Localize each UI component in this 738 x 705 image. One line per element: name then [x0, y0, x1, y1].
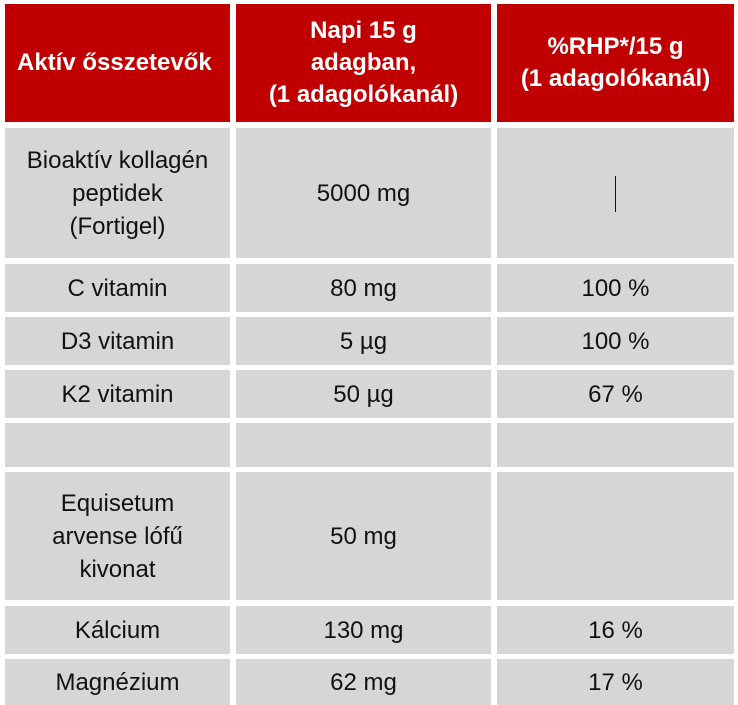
text-cursor — [615, 176, 616, 212]
table-row-ingredient: Equisetum arvense lófű kivonat — [5, 472, 230, 600]
table-row-amount: 5 µg — [236, 317, 491, 365]
table-row-amount: 50 µg — [236, 370, 491, 418]
table-row-amount: 50 mg — [236, 472, 491, 600]
table-row-rhp — [497, 423, 734, 467]
table-row-ingredient: D3 vitamin — [5, 317, 230, 365]
table-row-rhp: 100 % — [497, 264, 734, 312]
header-active-ingredients: Aktív ősszetevők — [5, 4, 230, 122]
table-row-amount: 5000 mg — [236, 128, 491, 258]
table-row-ingredient: Bioaktív kollagén peptidek (Fortigel) — [5, 128, 230, 258]
table-row-ingredient: Kálcium — [5, 606, 230, 654]
table-row-amount: 80 mg — [236, 264, 491, 312]
table-row-amount — [236, 423, 491, 467]
table-row-ingredient: C vitamin — [5, 264, 230, 312]
header-rhp: %RHP*/15 g (1 adagolókanál) — [497, 4, 734, 122]
table-row-rhp: 67 % — [497, 370, 734, 418]
table-row-amount: 130 mg — [236, 606, 491, 654]
table-row-amount: 62 mg — [236, 659, 491, 705]
table-row-rhp: 100 % — [497, 317, 734, 365]
table-row-ingredient: K2 vitamin — [5, 370, 230, 418]
header-daily-dose: Napi 15 g adagban, (1 adagolókanál) — [236, 4, 491, 122]
table-row-ingredient — [5, 423, 230, 467]
table-row-rhp — [497, 472, 734, 600]
table-row-ingredient: Magnézium — [5, 659, 230, 705]
table-row-rhp: 16 % — [497, 606, 734, 654]
table-row-rhp: 17 % — [497, 659, 734, 705]
